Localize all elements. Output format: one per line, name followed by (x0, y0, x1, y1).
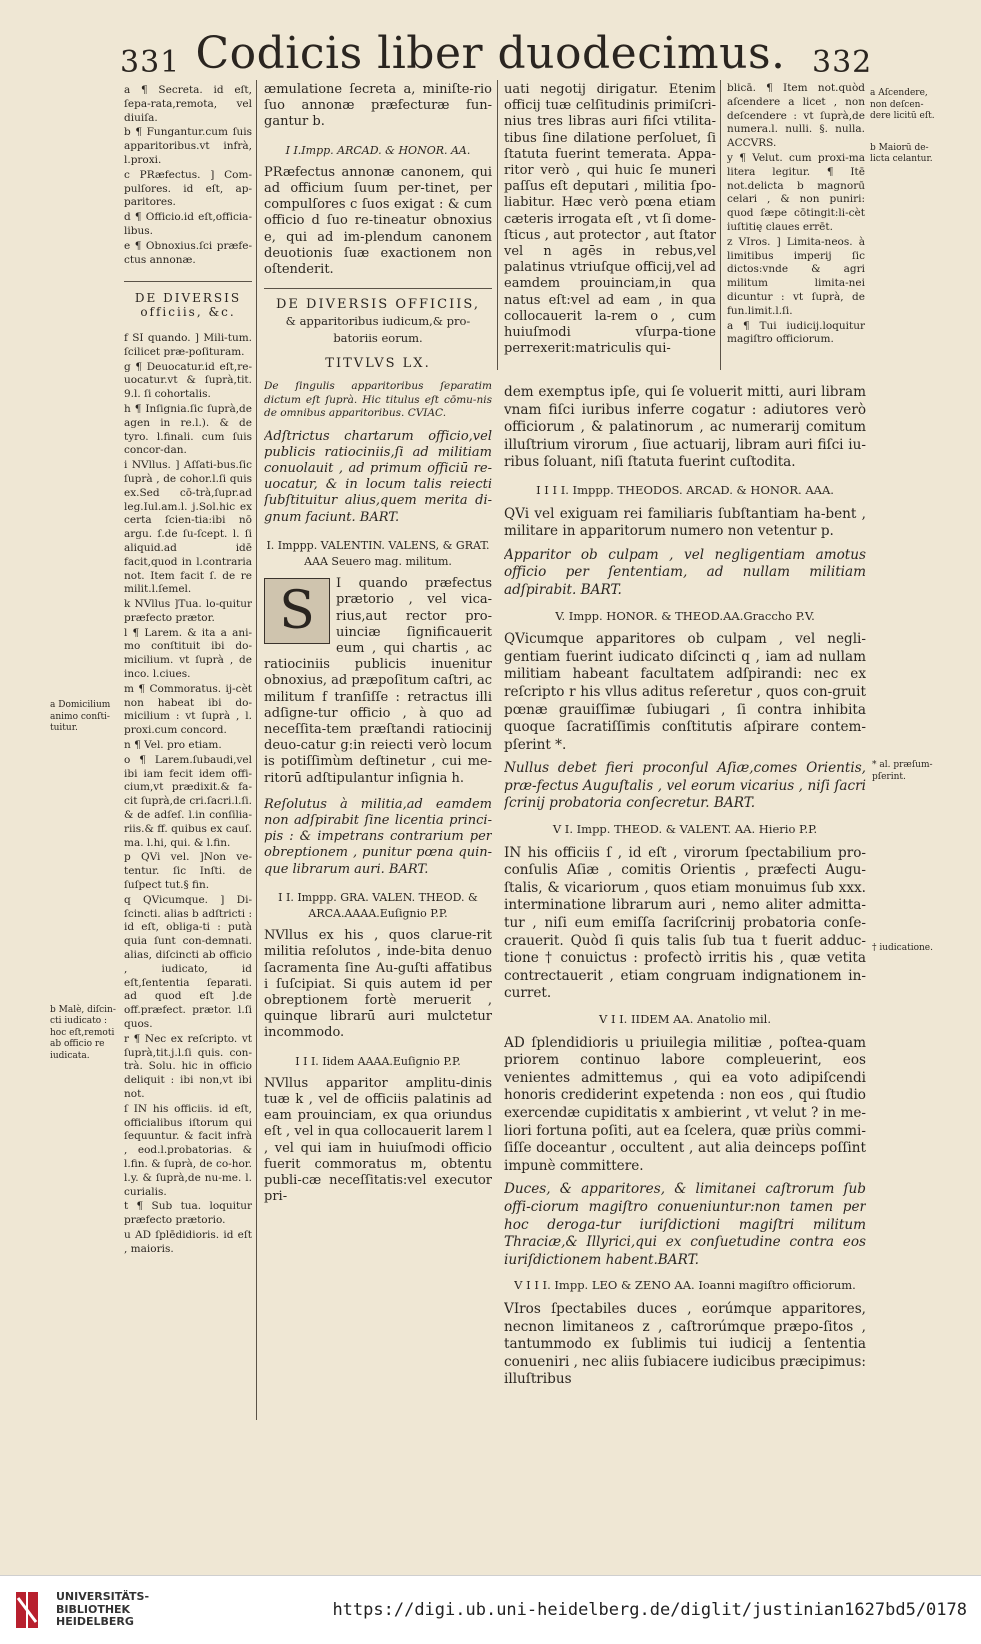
gloss-entry: z VIros. ] Limita-neos. à limitibus imperij ſic dictos:vnde & agri militum limita-nei dicuntur : vt ſuprà, de fun.limit.l.ſi. (727, 235, 865, 317)
text-column-wide (504, 384, 866, 1444)
law-heading: I I I. Iidem AAAA.Euſignio P.P. (295, 1054, 461, 1068)
gloss-entry: n ¶ Vel. pro etiam. (124, 739, 222, 752)
right-margin-notes (870, 88, 936, 288)
library-name[interactable]: UNIVERSITÄTS- BIBLIOTHEK HEIDELBERG (56, 1590, 150, 1628)
law-text: QVi vel exiguam rei familiaris ſubſtantiam ha-bent , militare in apparitorum numero non vetentur p. (504, 505, 866, 540)
gloss-entry: i NVllus. ] Aſſati-bus.ſic ſuprà , de cohor.l.ſi quis ex.Sed cō-trà,ſupr.ad leg.Iul.am.l. j.Sol.hic ex certa ſcien-tia:ibi nō argu. ſ.de ſu-ſcept. l. ſi aliquid.ad idē facit,quod in l.contraria not. Item facit ſ. de re milit.l.ſemel. (124, 459, 252, 596)
gloss-entry: d ¶ Officio.id eſt,officia-libus. (124, 211, 252, 237)
law-text: QVicumque apparitores ob culpam , vel negli-gentiam fuerint iudicato diſcincti q , iam ad nullam militiam habeant facultatem adſpirandi: nec ex reſcripto r his vllus aditus reſeretur , quos con-gruit pœnæ grauiſſimæ ſubiugari , ſi contra inhibita quoque ſacratiſſimis conſtitutis aſpirare contem-pſerint *. (504, 631, 866, 753)
law-text: NVllus ex his , quos clarue-rit militia reſolutos , inde-bita denuo ſacramenta ſine Au-guſti affatibus i ſuſcipiat. Si quis autem id per obreptionem fortè meruerit , quinque librarū auri mulctetur incommodo. (264, 928, 492, 1041)
gloss-entry: o ¶ Larem.ſubaudi,vel ibi iam fecit idem offi-cium,vt prædixit.& fa-cit ſuprà,de cri.ſacri.l.ſi. & de adſeſ. l.in conſilia-riis.& ff. quibus ex cauſ. ma. l.hi, qui. & l.fin. (124, 753, 252, 849)
law-text: NVllus apparitor amplitu-dinis tuæ k , vel de officiis palatinis ad eam prouinciam, ex qua oriundus eſt , vel in qua collocauerit larem l , vel qui iam in huiuſmodi officio fuerit commoratus m, obtentu publi-cæ neceſſitatis:vel executor pri- (264, 1075, 492, 1205)
margin-note: b Maiorū de-licta celantur. (870, 142, 933, 164)
gloss-entry: a ¶ Secreta. id eſt, ſepa-rata,remota, vel diuiſa. (124, 84, 252, 124)
margin-note: a Aſcendere, non deſcen-dere licitū eſt. (870, 88, 935, 121)
title-heading: DE DIVERSIS OFFICIIS, (276, 297, 480, 313)
law-heading: I I.Impp. ARCAD. & HONOR. AA. (285, 143, 471, 157)
margin-note: † iudicatione. (872, 943, 933, 953)
law-heading: I I. Imppp. GRA. VALEN. THEOD. & ARCA.AAAA.Euſignio P.P. (278, 890, 478, 921)
page-number-right: 332 (812, 45, 873, 80)
column-rule-right (720, 80, 721, 370)
law-text: PRæfectus annonæ canonem, qui ad officium ſuum per-tinet, per compulſores c ſuos exigat : & cum officio d ſuo re-tineatur obnoxius e, qui ad im-plendum canonem deuotionis ſuæ exactionem non oſtenderit. (264, 164, 492, 278)
gloss-divider (124, 281, 252, 282)
law-heading: V I I. IIDEM AA. Anatolio mil. (598, 1012, 772, 1026)
title-subheading: & apparitoribus iudicum,& pro-batoriis eorum. (285, 314, 471, 345)
law-summary: Apparitor ob culpam , vel negligentiam amotus officio per ſententiam, ad nullam militiam adſpirabit. BART. (504, 546, 866, 598)
law-heading: V. Impp. HONOR. & THEOD.AA.Graccho P.V. (555, 608, 815, 623)
gloss-entry: e ¶ Obnoxius.ſci præfe-ctus annonæ. (124, 239, 252, 266)
page-title: Codicis liber duodecimus. (195, 28, 786, 79)
gloss-entry: m ¶ Commoratus. ij-cèt non habeat ibi do-micilium : vt ſuprà , l. proxi.cum concord. (124, 682, 252, 737)
gloss-entry: a ¶ Tui iudicij.loquitur magiſtro officiorum. (727, 319, 865, 346)
permalink-url[interactable]: https://digi.ub.uni-heidelberg.de/diglit/justinian1627bd5/0178 (332, 1600, 967, 1620)
text-column-center-left (264, 82, 492, 1422)
law-heading: I. Imppp. VALENTIN. VALENS, & GRAT. AAA Seuero mag. militum. (266, 538, 490, 568)
column-rule-left (256, 80, 257, 1420)
text-column-center-right (504, 82, 716, 382)
margin-note: a Domicilium animo conſti-tuitur. (50, 700, 111, 733)
law-summary: Duces, & apparitores, & limitanei caſtrorum ſub offi-ciorum magiſtro conueniuntur:non tamen per hoc deroga-tur iuriſdictioni magiſtri militum Thraciæ,& Illyrici,qui ex conſuetudine contra eos iuriſdictionem habent.BART. (504, 1181, 866, 1268)
gloss-entry: c PRæfectus. ] Com-pulſores. id eſt, ap-paritores. (124, 168, 252, 209)
text-paragraph: æmulatione ſecreta a, miniſte-rio ſuo annonæ præfecturæ fun-gantur b. (264, 82, 492, 130)
margin-note: b Malè, diſcin-cti iudicato : hoc eſt,remoti ab officio re iudicata. (50, 1004, 116, 1061)
gloss-entry: y ¶ Velut. cum proxi-ma litera legitur. ¶ Itē not.delicta b magnorū celari , & non puniri: quod ſæpe cōtingit:li-cèt iuſtitię claues errēt. (727, 151, 865, 233)
decorated-initial: S (264, 578, 330, 644)
gloss-entry: g ¶ Deuocatur.id eſt,re-uocatur.vt & ſuprà,tit. 9.l. ſi cohortalis. (124, 360, 252, 401)
gloss-entry: u AD ſplēdidioris. id eſt , maioris. (124, 1228, 252, 1255)
law-heading: V I I I. Impp. LEO & ZENO AA. Ioanni magiſtro officiorum. (514, 1278, 856, 1293)
law-text: AD ſplendidioris u priuilegia militiæ , poſtea-quam priorem continuo labore compleuerint, eos venientes admittemus , qui ea voto adipiſcendi honoris crediderint expetenda : non eos , qui ſtudio exercendæ cupiditatis x ambierint , vt velut ? in me-liori fortuna poſiti, aut ea ſcelera, quæ priùs commi-ſiſſe doceantur , occultent , aut alia deinceps poſſint impunè committere. (504, 1034, 866, 1174)
gloss-entry: p QVi vel. ]Non ve-tentur. ſic Inſti. de ſuſpect tut.§ fin. (124, 851, 252, 892)
gloss-entry: blicā. ¶ Item not.quòd aſcendere a licet , non deſcendere : vt ſuprà,de numera.l. nulli. §. nulla. ACCVRS. (727, 82, 865, 150)
law-summary: Adſtrictus chartarum officio,vel publicis ratiociniis,ſi ad militiam conuolauit , ad primum officiū re-uocatur, & in locum talis reiecti ſubſtituitur alius,quem merita di-gnum faciunt. BART. (264, 428, 492, 525)
gloss-column-left (124, 84, 252, 1424)
law-summary: Nullus debet fieri proconſul Aſiæ,comes Orientis, præ-fectus Auguſtalis , vel eorum vicarius , niſi ſacri ſcrinij probatoria conſecretur. BART. (504, 760, 866, 812)
gloss-entry: b ¶ Fungantur.cum ſuis apparitoribus.vt infrà, l.proxi. (124, 126, 252, 166)
gloss-entry: k NVllus ]Tua. lo-quitur præfecto prætor. (124, 598, 252, 624)
law-text: I quando præfectus prætorio , vel vica-rius,aut rector pro-uinciæ ſignificauerit eum , qui chartis , ac ratiociniis publicis inuenitur obnoxius, ad præpoſitum caſtri, ac militum f tranſiſſe : retractus illi adſigne-tur officio , à quo ad neceſſita-tem præſtandi ratiocinij deuo-catur g:in reiecti verò locum is potiſſimùm deſtinetur , cui me-ritorū adſtipulantur inſignia h. (264, 576, 492, 786)
left-margin-notes (50, 700, 122, 1080)
margin-note: * al. præſum-pſerint. (872, 760, 933, 782)
titulus-number: TITVLVS LX. (325, 355, 431, 371)
column-rule-middle (497, 80, 498, 370)
text-paragraph: dem exemptus ipſe, qui ſe voluerit mitti, auri libram vnam fiſci iuribus inferre cogatur : adiutores verò officiorum , & palatinorum , ac numerarij comitum illuſtrium virorum , ſiue actuarij, libram auri fiſci iu-ribus ſoluant, niſi ſtatuta fuerint cuſtodita. (504, 384, 866, 471)
law-summary: Reſolutus à militia,ad eamdem non adſpirabit ſine licentia princi-pis : & impetrans contrarium per obreptionem , punitur pœna quin-que librarum auri. BART. (264, 796, 492, 877)
gloss-column-right (727, 82, 865, 372)
section-divider (264, 288, 492, 289)
gloss-entry: q QVicumque. ] Di-ſcincti. alias b adſtricti : id eſt, obliga-ti : putà quia ſunt con-demnati. alias, diſcincti ab officio , iudicato, id eſt,ſententia ſeparati. ad quod eſt ].de off.præfect. prætor. l.ſi quos. (124, 893, 252, 1030)
heidelberg-logo-icon[interactable] (12, 1588, 42, 1632)
gloss-entry: h ¶ Inſignia.ſic ſuprà,de agen in re.l.). & de tyro. l.finali. cum ſuis concor-dan. (124, 402, 252, 457)
law-text: IN his officiis ſ , id eſt , virorum ſpectabilium pro-conſulis Aſiæ , comitis Orientis , præfecti Augu-ſtalis, & vicariorum , quos etiam monuimus ſub xxx. interminatione librarum auri , nemo aliter admitta-tur , niſi eum emiſſa ſacriſcrinij probatoria conſe-crauerit. Quòd ſi quis talis ſub tua t fuerit adduc-tione † conuictus : profectò irritis his , quæ vetita contrectauerit , etiam congruam indignationem in-curret. (504, 844, 866, 1002)
gloss-entry: f SI quando. ] Mili-tum. ſcilicet præ-poſituram. (124, 331, 252, 358)
gloss-section-heading: DE DIVERSIS officiis, &c. (134, 291, 242, 320)
gloss-entry: t ¶ Sub tua. loquitur præfecto prætorio. (124, 1200, 252, 1227)
gloss-entry: l ¶ Larem. & ita a ani-mo conſtituit ibi do-micilium. vt ſuprà , de inco. l.ciues. (124, 626, 252, 681)
gloss-entry: r ¶ Nec ex reſcripto. vt ſuprà,tit.j.l.ſi quis. con-trà. Solu. hic in officio deliquit : ibi non,vt ibi not. (124, 1032, 252, 1100)
wide-margin-notes (872, 760, 936, 1000)
law-heading: V I. Impp. THEOD. & VALENT. AA. Hierio P.P. (552, 822, 818, 837)
page-number-left: 331 (120, 45, 181, 80)
viewer-footer (0, 1575, 981, 1644)
editor-note: De ſingulis apparitoribus ſeparatim dictum eſt ſuprà. Hic titulus eſt cōmu-nis de omnibus apparitoribus. CVIAC. (264, 380, 492, 420)
gloss-entry: ſ IN his officiis. id eſt, officialibus iſtorum qui ſequuntur. & facit infrà , eod.l.probatorias. & l.fin. & ſuprà, de co-hor. l.y. & ſuprà,de nu-me. l. curialis. (124, 1102, 252, 1198)
law-text: VIros ſpectabiles duces , eorúmque apparitores, necnon limitaneos z , caſtrorúmque præpo-ſitos , tantummodo ex ſublimis tui iudicij a ſententia conueniri , nec aliis ſubiacere iudicibus præcipimus: illuſtribus (504, 1300, 866, 1388)
text-paragraph: uati negotij dirigatur. Etenim officij tuæ celſitudinis primiſcri-nius tres libras auri fiſci vtilita-tibus ſine dilatione perſoluet, ſi ſtatuta fuerint temerata. Appa-ritor verò , qui huic ſe muneri paſſus eſt deputari , militia ſpo-liabitur. Hæc verò pœna etiam cæteris irrogata eſt , vt ſi dome-ſticus , aut protector , aut ſtator vel n agēs in rebus,vel palatinus vtriuſque officij,vel ad eamdem prouinciam,in qua natus eſt:vel ad eam , in qua collocauerit la-rem o , cum huiuſmodi vſurpa-tione perrexerit:matriculis qui- (504, 82, 716, 357)
law-heading: I I I I. Imppp. THEODOS. ARCAD. & HONOR. AAA. (536, 482, 834, 497)
